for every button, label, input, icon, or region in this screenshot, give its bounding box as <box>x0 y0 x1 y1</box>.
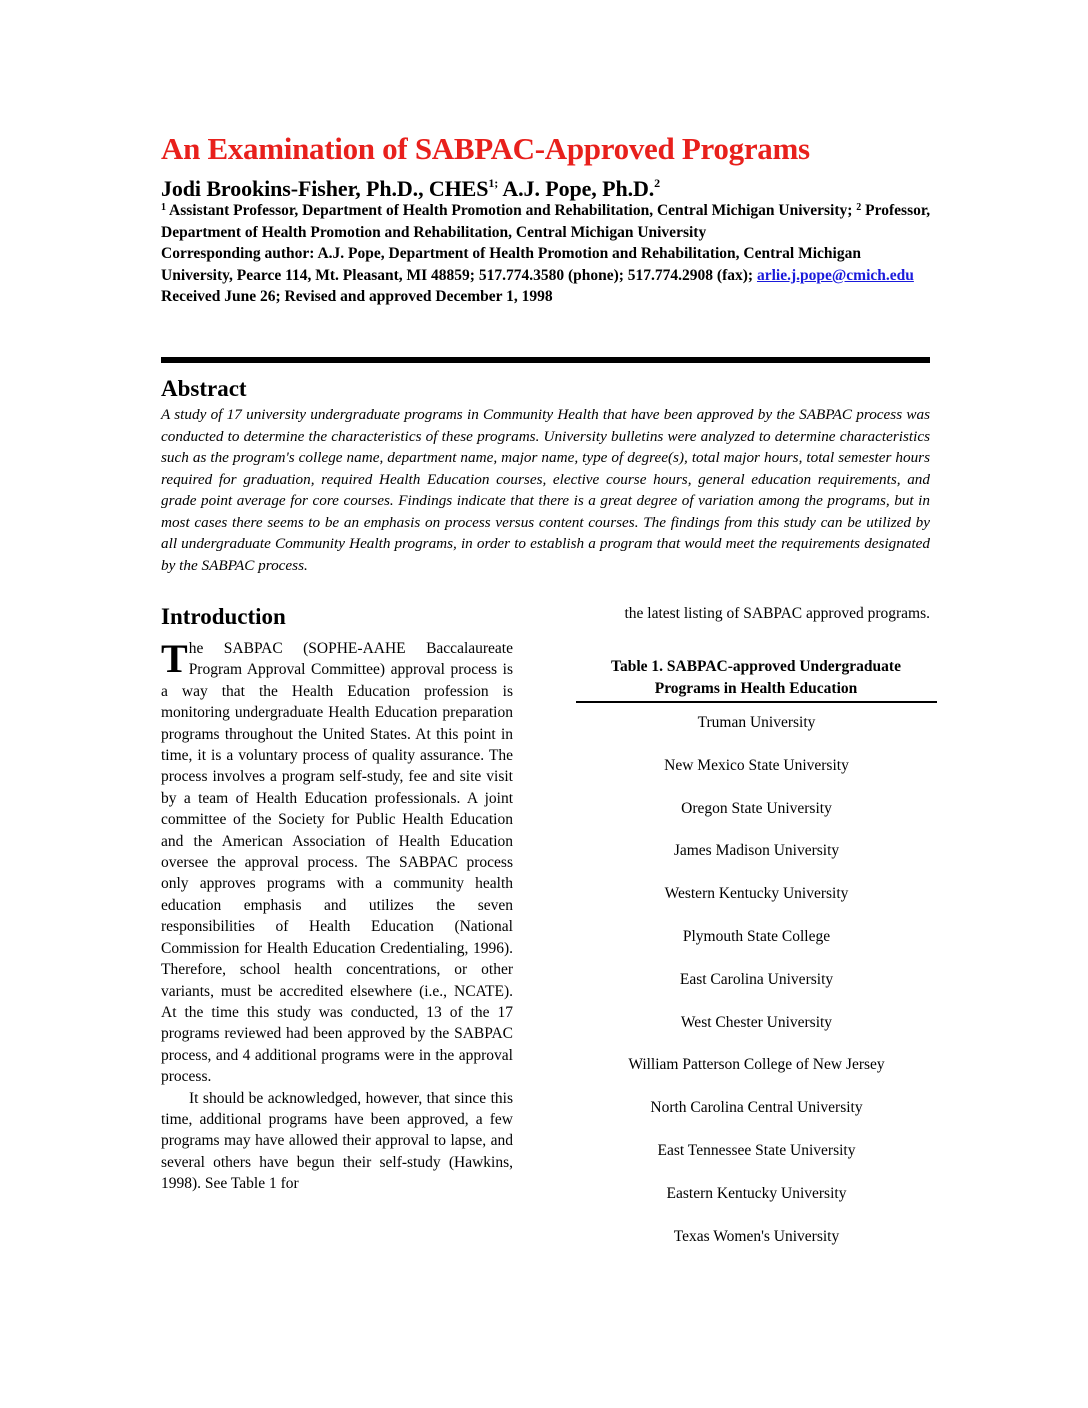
introduction-paragraph-1-text: he SABPAC (SOPHE-AAHE Baccalaureate Program Approval Committee) approval process is a way that the Health Education profession is monitoring undergraduate Health Education preparation programs throughout the United States. At this point in time, it is a voluntary process of quality assurance. The process involves a program self-study, fee and site visit by a team of Health Education professionals. A joint committee of the Society for Public Health Education and the American Association of Health Education oversee the approval process. The SABPAC process only approves programs with a community health education emphasis and utilizes the seven responsibilities of Health Education (National Commission for Health Education Credentialing, 1996). Therefore, school health concentrations, or other variants, must be accredited elsewhere (i.e., NCATE). At the time this study was conducted, 13 of the 17 programs reviewed had been approved by the SABPAC process, and 4 additional programs were in the approval process. <box>161 640 513 1086</box>
abstract-text: A study of 17 university undergraduate programs in Community Health that have been approved by the SABPAC process was conducted to determine the characteristics of these programs. University bulletins were analyzed to determine characteristics such as the program's college name, department name, major name, type of degree(s), total major hours, total semester hours required for graduation, required Health Education courses, elective course hours, general education requirements, and grade point average for core courses. Findings indicate that there is a great degree of variation among the programs, but in most cases there seems to be an emphasis on process versus content courses. The findings from this study can be utilized by all undergraduate Community Health programs, in order to establish a program that would meet the requirements designated by the SABPAC process. <box>161 406 930 574</box>
header-divider <box>161 357 930 363</box>
table-row: East Carolina University <box>679 970 834 988</box>
received-date: Received June 26; Revised and approved December 1, 1998 <box>161 288 553 305</box>
introduction-heading: Introduction <box>161 604 286 629</box>
table-1-caption <box>576 656 936 699</box>
table-row: Truman University <box>697 714 816 731</box>
author-2: A.J. Pope, Ph.D. <box>498 176 655 201</box>
table-row: New Mexico State University <box>664 756 849 774</box>
table-1-list <box>576 712 937 1268</box>
table-row: James Madison University <box>673 842 840 860</box>
table-caption-line-1: Table 1. SABPAC-approved Undergraduate <box>611 658 901 675</box>
table-row: William Patterson College of New Jersey <box>628 1056 885 1074</box>
introduction-paragraph-2: It should be acknowledged, however, that since this time, additional programs have been approved, a few programs may have allowed their approval to lapse, and several others have begun their self-study (Hawkins, 1998). See Table 1 for <box>161 1089 513 1193</box>
affiliation-2-text: Professor, Department of Health Promotion and Rehabilitation, Central Michigan University <box>161 202 931 241</box>
table-row: East Tennessee State University <box>657 1141 856 1159</box>
corresponding-author <box>161 243 931 286</box>
introduction-paragraph-1 <box>161 638 513 1088</box>
paper-title: An Examination of SABPAC-Approved Programs <box>161 131 810 166</box>
drop-cap: T <box>161 636 188 681</box>
table-row: Eastern Kentucky University <box>666 1184 847 1202</box>
table-row: Plymouth State College <box>682 927 831 945</box>
table-row: West Chester University <box>680 1013 833 1031</box>
affiliation-1-marker: 1 <box>161 202 166 213</box>
table-row: Oregon State University <box>681 799 832 817</box>
author-1-superscript: 1; <box>488 176 499 190</box>
author-1: Jodi Brookins-Fisher, Ph.D., CHES <box>161 176 489 201</box>
abstract-heading: Abstract <box>161 376 247 401</box>
introduction-body <box>161 638 513 1195</box>
affiliations-block <box>161 197 931 308</box>
table-row: North Carolina Central University <box>650 1099 863 1117</box>
table-caption-line-2: Programs in Health Education <box>654 679 858 697</box>
email-link[interactable]: arlie.j.pope@cmich.edu <box>756 266 914 284</box>
table-row: Western Kentucky University <box>664 885 849 903</box>
table-row: Texas Women's University <box>673 1227 840 1245</box>
affiliation-1-text: Assistant Professor, Department of Health Promotion and Rehabilitation, Central Michigan University; <box>166 202 857 219</box>
author-2-superscript: 2 <box>654 176 661 190</box>
affiliation-2-marker: 2 <box>856 202 862 213</box>
affiliation-line <box>161 197 931 243</box>
corresponding-author-text: Corresponding author: A.J. Pope, Department of Health Promotion and Rehabilitation, Central Michigan University, Pearce 114, Mt. Pleasant, MI 48859; 517.774.3580 (phone); 517.774.2908 (fax); <box>161 245 861 284</box>
introduction-continuation: the latest listing of SABPAC approved programs. <box>624 605 930 622</box>
table-top-rule <box>576 701 937 703</box>
